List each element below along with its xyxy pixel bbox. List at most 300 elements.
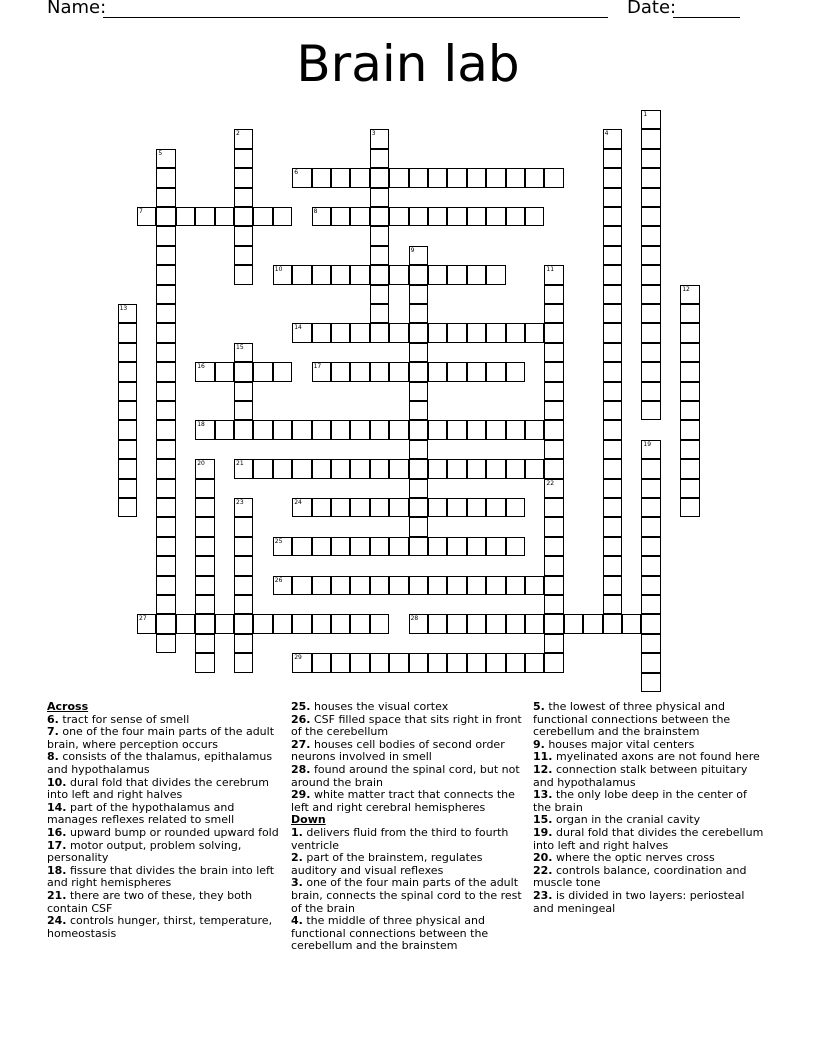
crossword-cell[interactable] [234, 556, 253, 575]
crossword-cell[interactable] [641, 226, 660, 245]
crossword-cell[interactable] [447, 614, 466, 633]
crossword-cell[interactable] [312, 653, 331, 672]
crossword-cell[interactable] [409, 576, 428, 595]
crossword-cell[interactable] [544, 517, 563, 536]
crossword-cell[interactable] [409, 168, 428, 187]
crossword-cell[interactable] [525, 653, 544, 672]
crossword-cell[interactable] [176, 207, 195, 226]
crossword-cell[interactable] [312, 323, 331, 342]
crossword-cell[interactable] [273, 459, 292, 478]
crossword-cell[interactable] [234, 576, 253, 595]
crossword-cell[interactable] [506, 459, 525, 478]
crossword-cell[interactable] [370, 459, 389, 478]
crossword-cell[interactable] [525, 168, 544, 187]
crossword-cell[interactable] [641, 265, 660, 284]
crossword-cell[interactable] [409, 382, 428, 401]
crossword-cell[interactable] [234, 614, 253, 633]
crossword-cell[interactable] [603, 498, 622, 517]
crossword-cell[interactable] [234, 498, 253, 517]
crossword-cell[interactable] [447, 653, 466, 672]
crossword-cell[interactable] [409, 537, 428, 556]
crossword-cell[interactable] [428, 168, 447, 187]
crossword-cell[interactable] [292, 265, 311, 284]
crossword-cell[interactable] [156, 343, 175, 362]
crossword-cell[interactable] [544, 479, 563, 498]
crossword-cell[interactable] [467, 362, 486, 381]
crossword-cell[interactable] [641, 673, 660, 692]
crossword-cell[interactable] [409, 323, 428, 342]
crossword-cell[interactable] [641, 246, 660, 265]
crossword-cell[interactable] [370, 285, 389, 304]
crossword-cell[interactable] [467, 576, 486, 595]
crossword-cell[interactable] [680, 343, 699, 362]
crossword-cell[interactable] [525, 323, 544, 342]
crossword-cell[interactable] [234, 653, 253, 672]
crossword-cell[interactable] [603, 401, 622, 420]
crossword-cell[interactable] [525, 207, 544, 226]
crossword-cell[interactable] [370, 576, 389, 595]
crossword-cell[interactable] [544, 362, 563, 381]
crossword-cell[interactable] [680, 479, 699, 498]
crossword-cell[interactable] [544, 285, 563, 304]
crossword-cell[interactable] [447, 207, 466, 226]
crossword-cell[interactable] [603, 304, 622, 323]
crossword-cell[interactable] [273, 207, 292, 226]
crossword-cell[interactable] [370, 226, 389, 245]
crossword-cell[interactable] [195, 653, 214, 672]
crossword-cell[interactable] [447, 168, 466, 187]
crossword-cell[interactable] [428, 207, 447, 226]
crossword-cell[interactable] [312, 576, 331, 595]
crossword-cell[interactable] [292, 576, 311, 595]
crossword-cell[interactable] [680, 362, 699, 381]
crossword-cell[interactable] [389, 653, 408, 672]
crossword-cell[interactable] [253, 459, 272, 478]
crossword-cell[interactable] [506, 420, 525, 439]
crossword-cell[interactable] [603, 323, 622, 342]
crossword-cell[interactable] [428, 265, 447, 284]
crossword-cell[interactable] [428, 537, 447, 556]
crossword-cell[interactable] [312, 362, 331, 381]
crossword-cell[interactable] [680, 285, 699, 304]
crossword-cell[interactable] [156, 401, 175, 420]
crossword-cell[interactable] [603, 440, 622, 459]
crossword-cell[interactable] [428, 420, 447, 439]
crossword-cell[interactable] [486, 362, 505, 381]
crossword-cell[interactable] [370, 129, 389, 148]
crossword-cell[interactable] [603, 537, 622, 556]
crossword-cell[interactable] [447, 265, 466, 284]
crossword-cell[interactable] [544, 265, 563, 284]
crossword-cell[interactable] [195, 498, 214, 517]
crossword-cell[interactable] [195, 576, 214, 595]
crossword-cell[interactable] [447, 362, 466, 381]
crossword-cell[interactable] [641, 459, 660, 478]
crossword-cell[interactable] [544, 576, 563, 595]
crossword-cell[interactable] [312, 498, 331, 517]
crossword-cell[interactable] [370, 168, 389, 187]
crossword-cell[interactable] [641, 207, 660, 226]
crossword-cell[interactable] [331, 168, 350, 187]
crossword-cell[interactable] [292, 614, 311, 633]
crossword-cell[interactable] [409, 207, 428, 226]
crossword-cell[interactable] [583, 614, 602, 633]
crossword-cell[interactable] [506, 537, 525, 556]
crossword-cell[interactable] [641, 614, 660, 633]
crossword-cell[interactable] [234, 149, 253, 168]
crossword-cell[interactable] [331, 323, 350, 342]
crossword-cell[interactable] [234, 246, 253, 265]
crossword-cell[interactable] [195, 595, 214, 614]
crossword-cell[interactable] [428, 498, 447, 517]
crossword-cell[interactable] [603, 479, 622, 498]
crossword-cell[interactable] [506, 614, 525, 633]
crossword-cell[interactable] [428, 362, 447, 381]
crossword-cell[interactable] [253, 420, 272, 439]
crossword-cell[interactable] [273, 265, 292, 284]
crossword-cell[interactable] [603, 576, 622, 595]
crossword-cell[interactable] [331, 653, 350, 672]
crossword-cell[interactable] [409, 498, 428, 517]
crossword-cell[interactable] [467, 653, 486, 672]
crossword-cell[interactable] [234, 343, 253, 362]
crossword-cell[interactable] [428, 459, 447, 478]
crossword-cell[interactable] [253, 207, 272, 226]
crossword-cell[interactable] [118, 401, 137, 420]
crossword-cell[interactable] [370, 265, 389, 284]
crossword-cell[interactable] [156, 246, 175, 265]
crossword-cell[interactable] [641, 149, 660, 168]
crossword-cell[interactable] [156, 168, 175, 187]
crossword-cell[interactable] [234, 634, 253, 653]
crossword-cell[interactable] [215, 207, 234, 226]
crossword-cell[interactable] [118, 323, 137, 342]
crossword-cell[interactable] [350, 207, 369, 226]
crossword-cell[interactable] [603, 265, 622, 284]
crossword-cell[interactable] [544, 420, 563, 439]
crossword-cell[interactable] [486, 420, 505, 439]
crossword-cell[interactable] [603, 420, 622, 439]
crossword-cell[interactable] [409, 420, 428, 439]
crossword-cell[interactable] [680, 304, 699, 323]
crossword-cell[interactable] [447, 420, 466, 439]
crossword-cell[interactable] [603, 168, 622, 187]
crossword-cell[interactable] [350, 576, 369, 595]
crossword-cell[interactable] [641, 556, 660, 575]
crossword-cell[interactable] [544, 498, 563, 517]
crossword-cell[interactable] [273, 420, 292, 439]
crossword-cell[interactable] [389, 576, 408, 595]
crossword-cell[interactable] [486, 537, 505, 556]
crossword-cell[interactable] [447, 537, 466, 556]
crossword-cell[interactable] [195, 614, 214, 633]
crossword-cell[interactable] [331, 265, 350, 284]
crossword-cell[interactable] [641, 537, 660, 556]
crossword-cell[interactable] [641, 479, 660, 498]
crossword-cell[interactable] [292, 420, 311, 439]
crossword-cell[interactable] [544, 168, 563, 187]
crossword-cell[interactable] [544, 595, 563, 614]
crossword-cell[interactable] [292, 537, 311, 556]
crossword-cell[interactable] [350, 614, 369, 633]
crossword-cell[interactable] [389, 420, 408, 439]
crossword-cell[interactable] [156, 362, 175, 381]
crossword-cell[interactable] [234, 188, 253, 207]
crossword-cell[interactable] [156, 188, 175, 207]
crossword-cell[interactable] [603, 556, 622, 575]
crossword-cell[interactable] [603, 382, 622, 401]
crossword-cell[interactable] [486, 576, 505, 595]
crossword-cell[interactable] [641, 440, 660, 459]
crossword-cell[interactable] [331, 614, 350, 633]
crossword-cell[interactable] [234, 226, 253, 245]
crossword-cell[interactable] [234, 459, 253, 478]
crossword-cell[interactable] [156, 537, 175, 556]
crossword-cell[interactable] [253, 362, 272, 381]
crossword-cell[interactable] [641, 595, 660, 614]
crossword-cell[interactable] [641, 653, 660, 672]
crossword-cell[interactable] [331, 576, 350, 595]
crossword-cell[interactable] [370, 323, 389, 342]
crossword-cell[interactable] [312, 168, 331, 187]
crossword-cell[interactable] [156, 285, 175, 304]
crossword-cell[interactable] [331, 207, 350, 226]
crossword-cell[interactable] [641, 285, 660, 304]
crossword-cell[interactable] [370, 207, 389, 226]
crossword-cell[interactable] [486, 265, 505, 284]
crossword-cell[interactable] [544, 401, 563, 420]
crossword-cell[interactable] [428, 614, 447, 633]
crossword-cell[interactable] [603, 149, 622, 168]
crossword-cell[interactable] [156, 440, 175, 459]
crossword-cell[interactable] [273, 537, 292, 556]
crossword-cell[interactable] [350, 420, 369, 439]
crossword-cell[interactable] [234, 168, 253, 187]
crossword-cell[interactable] [409, 459, 428, 478]
crossword-cell[interactable] [409, 265, 428, 284]
crossword-cell[interactable] [312, 537, 331, 556]
crossword-cell[interactable] [156, 149, 175, 168]
crossword-cell[interactable] [118, 362, 137, 381]
crossword-cell[interactable] [331, 362, 350, 381]
crossword-cell[interactable] [156, 634, 175, 653]
crossword-cell[interactable] [234, 517, 253, 536]
crossword-cell[interactable] [409, 304, 428, 323]
crossword-cell[interactable] [680, 498, 699, 517]
crossword-cell[interactable] [525, 614, 544, 633]
crossword-cell[interactable] [603, 285, 622, 304]
crossword-cell[interactable] [603, 207, 622, 226]
crossword-cell[interactable] [292, 653, 311, 672]
crossword-cell[interactable] [156, 479, 175, 498]
crossword-cell[interactable] [641, 304, 660, 323]
crossword-cell[interactable] [641, 517, 660, 536]
crossword-cell[interactable] [350, 168, 369, 187]
crossword-cell[interactable] [506, 498, 525, 517]
crossword-cell[interactable] [564, 614, 583, 633]
crossword-cell[interactable] [389, 265, 408, 284]
crossword-cell[interactable] [156, 304, 175, 323]
crossword-cell[interactable] [312, 207, 331, 226]
crossword-cell[interactable] [215, 362, 234, 381]
crossword-cell[interactable] [370, 537, 389, 556]
crossword-cell[interactable] [486, 207, 505, 226]
crossword-cell[interactable] [641, 634, 660, 653]
crossword-cell[interactable] [467, 420, 486, 439]
crossword-cell[interactable] [409, 653, 428, 672]
crossword-cell[interactable] [253, 614, 272, 633]
crossword-cell[interactable] [234, 537, 253, 556]
crossword-cell[interactable] [603, 246, 622, 265]
crossword-cell[interactable] [389, 362, 408, 381]
crossword-cell[interactable] [447, 576, 466, 595]
crossword-cell[interactable] [118, 304, 137, 323]
crossword-cell[interactable] [370, 653, 389, 672]
crossword-cell[interactable] [680, 401, 699, 420]
crossword-cell[interactable] [350, 459, 369, 478]
crossword-cell[interactable] [428, 576, 447, 595]
crossword-cell[interactable] [641, 401, 660, 420]
crossword-cell[interactable] [447, 459, 466, 478]
crossword-cell[interactable] [409, 246, 428, 265]
crossword-cell[interactable] [486, 459, 505, 478]
crossword-cell[interactable] [389, 207, 408, 226]
crossword-cell[interactable] [312, 265, 331, 284]
crossword-cell[interactable] [273, 614, 292, 633]
crossword-cell[interactable] [486, 498, 505, 517]
crossword-cell[interactable] [544, 323, 563, 342]
crossword-cell[interactable] [156, 576, 175, 595]
crossword-cell[interactable] [506, 207, 525, 226]
crossword-cell[interactable] [195, 362, 214, 381]
crossword-cell[interactable] [195, 517, 214, 536]
crossword-cell[interactable] [370, 149, 389, 168]
crossword-cell[interactable] [506, 168, 525, 187]
crossword-cell[interactable] [118, 382, 137, 401]
crossword-cell[interactable] [118, 498, 137, 517]
crossword-cell[interactable] [350, 323, 369, 342]
crossword-cell[interactable] [525, 420, 544, 439]
crossword-cell[interactable] [350, 362, 369, 381]
crossword-cell[interactable] [370, 246, 389, 265]
crossword-cell[interactable] [195, 459, 214, 478]
crossword-cell[interactable] [467, 168, 486, 187]
crossword-cell[interactable] [544, 634, 563, 653]
crossword-cell[interactable] [409, 440, 428, 459]
crossword-cell[interactable] [370, 362, 389, 381]
crossword-cell[interactable] [234, 265, 253, 284]
crossword-cell[interactable] [118, 440, 137, 459]
crossword-cell[interactable] [234, 595, 253, 614]
crossword-cell[interactable] [389, 498, 408, 517]
crossword-cell[interactable] [525, 576, 544, 595]
crossword-cell[interactable] [641, 323, 660, 342]
crossword-cell[interactable] [195, 479, 214, 498]
crossword-cell[interactable] [467, 207, 486, 226]
crossword-cell[interactable] [118, 459, 137, 478]
crossword-cell[interactable] [118, 343, 137, 362]
crossword-cell[interactable] [234, 129, 253, 148]
crossword-cell[interactable] [273, 576, 292, 595]
crossword-cell[interactable] [641, 129, 660, 148]
crossword-cell[interactable] [156, 420, 175, 439]
crossword-cell[interactable] [370, 304, 389, 323]
crossword-cell[interactable] [156, 382, 175, 401]
crossword-cell[interactable] [641, 110, 660, 129]
crossword-cell[interactable] [680, 440, 699, 459]
crossword-cell[interactable] [156, 595, 175, 614]
crossword-cell[interactable] [234, 420, 253, 439]
crossword-cell[interactable] [544, 304, 563, 323]
crossword-cell[interactable] [350, 537, 369, 556]
crossword-cell[interactable] [215, 614, 234, 633]
crossword-cell[interactable] [234, 362, 253, 381]
crossword-cell[interactable] [544, 653, 563, 672]
crossword-cell[interactable] [234, 207, 253, 226]
crossword-cell[interactable] [137, 614, 156, 633]
crossword-cell[interactable] [544, 614, 563, 633]
crossword-cell[interactable] [603, 595, 622, 614]
crossword-cell[interactable] [350, 498, 369, 517]
crossword-cell[interactable] [195, 537, 214, 556]
crossword-cell[interactable] [641, 343, 660, 362]
crossword-cell[interactable] [641, 168, 660, 187]
crossword-cell[interactable] [292, 498, 311, 517]
crossword-cell[interactable] [409, 479, 428, 498]
crossword-cell[interactable] [312, 614, 331, 633]
crossword-cell[interactable] [467, 614, 486, 633]
crossword-cell[interactable] [544, 459, 563, 478]
crossword-cell[interactable] [409, 343, 428, 362]
crossword-cell[interactable] [641, 576, 660, 595]
crossword-cell[interactable] [215, 420, 234, 439]
crossword-cell[interactable] [389, 537, 408, 556]
crossword-cell[interactable] [350, 653, 369, 672]
crossword-cell[interactable] [447, 498, 466, 517]
crossword-cell[interactable] [467, 265, 486, 284]
crossword-cell[interactable] [680, 382, 699, 401]
crossword-cell[interactable] [292, 323, 311, 342]
crossword-cell[interactable] [156, 265, 175, 284]
crossword-cell[interactable] [428, 323, 447, 342]
crossword-cell[interactable] [195, 207, 214, 226]
crossword-cell[interactable] [467, 323, 486, 342]
crossword-cell[interactable] [409, 614, 428, 633]
crossword-cell[interactable] [156, 459, 175, 478]
crossword-cell[interactable] [156, 323, 175, 342]
crossword-cell[interactable] [506, 653, 525, 672]
crossword-cell[interactable] [447, 323, 466, 342]
crossword-cell[interactable] [544, 440, 563, 459]
crossword-cell[interactable] [156, 226, 175, 245]
crossword-cell[interactable] [603, 362, 622, 381]
crossword-cell[interactable] [603, 188, 622, 207]
crossword-cell[interactable] [234, 382, 253, 401]
crossword-cell[interactable] [467, 537, 486, 556]
crossword-cell[interactable] [312, 420, 331, 439]
crossword-cell[interactable] [409, 401, 428, 420]
crossword-cell[interactable] [680, 420, 699, 439]
crossword-cell[interactable] [641, 362, 660, 381]
crossword-cell[interactable] [641, 498, 660, 517]
crossword-cell[interactable] [603, 459, 622, 478]
crossword-cell[interactable] [641, 382, 660, 401]
crossword-cell[interactable] [331, 498, 350, 517]
crossword-cell[interactable] [156, 207, 175, 226]
crossword-cell[interactable] [273, 362, 292, 381]
crossword-cell[interactable] [409, 362, 428, 381]
crossword-cell[interactable] [603, 226, 622, 245]
